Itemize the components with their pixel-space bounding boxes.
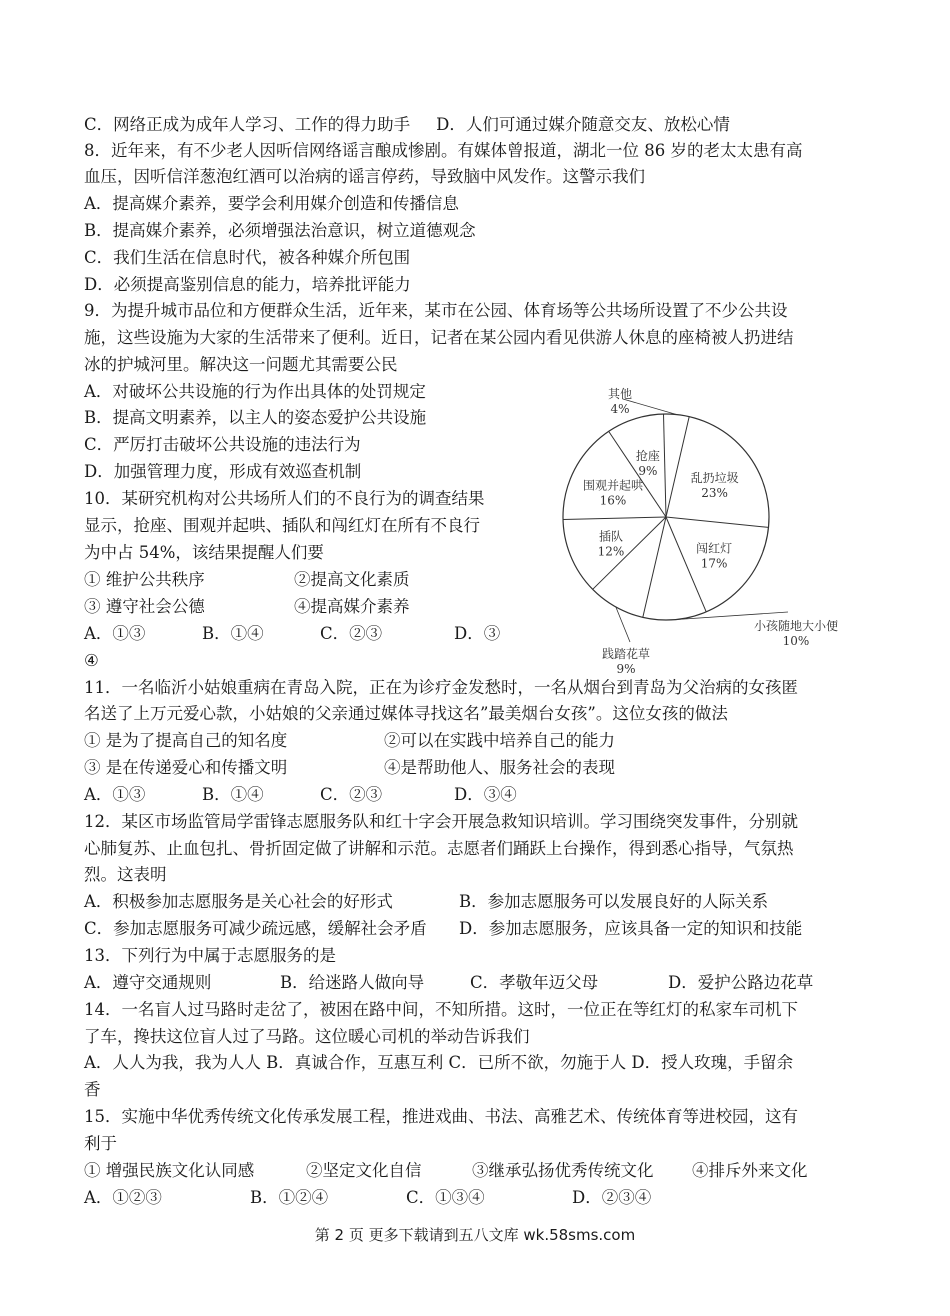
- q12-option-c: C．参加志愿服务可减少疏远感，缓解社会矛盾: [84, 919, 427, 938]
- q11-option-2: ②可以在实践中培养自己的能力: [384, 731, 615, 750]
- question-9-cont: 施，这些设施为大家的生活带来了便利。近日，记者在某公园内看见供游人休息的座椅被人扔进结: [84, 328, 794, 347]
- pie-slice-value: 9%: [638, 464, 658, 479]
- q9-option-c: C．严厉打击破坏公共设施的违法行为: [84, 435, 361, 454]
- q15-answer-c: C．①③④: [406, 1188, 485, 1207]
- option-line: [84, 112, 730, 138]
- pie-slice-value: 10%: [782, 634, 810, 648]
- q15-options: [84, 1158, 808, 1184]
- question-12-cont2: 烈。这表明: [84, 865, 167, 884]
- pie-slice-value: 17%: [700, 556, 728, 571]
- option-c: C．网络正成为成年人学习、工作的得力助手: [84, 115, 411, 134]
- pie-slice-label: 围观并起哄: [582, 478, 644, 493]
- q10-answer-a: A．①③: [84, 624, 146, 643]
- q11-answer-a: A．①③: [84, 785, 146, 804]
- question-13: 13．下列行为中属于志愿服务的是: [84, 946, 336, 965]
- question-14: 14．一名盲人过马路时走岔了，被困在路中间，不知所措。这时，一位正在等红灯的私家车司机下: [84, 1000, 798, 1019]
- pie-slice-label: 闯红灯: [696, 541, 733, 556]
- q15-option-2: ②坚定文化自信: [306, 1161, 422, 1180]
- q9-option-d: D．加强管理力度，形成有效巡查机制: [84, 462, 362, 481]
- question-11-cont: 名送了上万元爱心款，小姑娘的父亲通过媒体寻找这名”最美烟台女孩”。这位女孩的做法: [84, 704, 728, 723]
- q10-answers: [84, 621, 500, 647]
- q11-answer-b: B．①④: [202, 785, 264, 804]
- q8-option-a: A．提高媒介素养，要学会利用媒介创造和传播信息: [84, 194, 459, 213]
- q10-answer-d: D．③: [454, 624, 501, 643]
- question-9-cont2: 冰的护城河里。解决这一问题尤其需要公民: [84, 355, 398, 374]
- pie-slice-value: 12%: [597, 544, 625, 559]
- q8-option-d: D．必须提高鉴别信息的能力，培养批评能力: [84, 275, 411, 294]
- question-10-cont2: 为中占 54%，该结果提醒人们要: [84, 543, 324, 562]
- q13-answers: [84, 970, 813, 996]
- q15-option-1: ① 增强民族文化认同感: [84, 1161, 255, 1180]
- q12-options-row2: [84, 916, 802, 942]
- pie-slice-label: 插队: [598, 529, 624, 544]
- q12-options-row1: [84, 889, 768, 915]
- q11-options-row1: [84, 728, 615, 754]
- question-9: 9．为提升城市品位和方便群众生活，近年来，某市在公园、体育场等公共场所设置了不少公共设: [84, 301, 788, 320]
- question-12: 12．某区市场监管局学雷锋志愿服务队和红十字会开展急救知识培训。学习围绕突发事件，分别就: [84, 812, 798, 831]
- q11-options-row2: [84, 755, 615, 781]
- pie-slice-label: 其他: [607, 387, 633, 401]
- q13-answer-d: D．爱护公路边花草: [668, 973, 814, 992]
- q11-option-1: ① 是为了提高自己的知名度: [84, 731, 288, 750]
- pie-slice-label: 乱扔垃圾: [690, 471, 739, 486]
- question-11: 11．一名临沂小姑娘重病在青岛入院，正在为诊疗金发愁时，一名从烟台到青岛为父治病的女孩匿: [84, 678, 798, 697]
- q15-option-3: ③继承弘扬优秀传统文化: [472, 1161, 654, 1180]
- q11-option-3: ③ 是在传递爱心和传播文明: [84, 758, 288, 777]
- q8-option-b: B．提高媒介素养，必须增强法治意识，树立道德观念: [84, 221, 476, 240]
- q10-option-4: ④提高媒介素养: [294, 597, 410, 616]
- q13-answer-c: C．孝敬年迈父母: [470, 973, 599, 992]
- pie-slice-value: 16%: [599, 493, 627, 508]
- pie-chart: [548, 380, 839, 676]
- question-15-cont: 利于: [84, 1134, 117, 1153]
- q10-option-3: ③ 遵守社会公德: [84, 597, 205, 616]
- q12-option-a: A．积极参加志愿服务是关心社会的好形式: [84, 892, 393, 911]
- q9-option-a: A．对破坏公共设施的行为作出具体的处罚规定: [84, 382, 426, 401]
- q10-answer-b: B．①④: [202, 624, 264, 643]
- pie-slice-value: 4%: [610, 402, 630, 416]
- q15-option-4: ④排斥外来文化: [692, 1161, 808, 1180]
- question-10-cont: 显示，抢座、围观并起哄、插队和闯红灯在所有不良行: [84, 516, 480, 535]
- question-12-cont: 心肺复苏、止血包扎、骨折固定做了讲解和示范。志愿者们踊跃上台操作，得到悉心指导，气氛热: [84, 839, 794, 858]
- q14-answers-cont: 香: [84, 1080, 101, 1099]
- question-15: 15．实施中华优秀传统文化传承发展工程，推进戏曲、书法、高雅艺术、传统体育等进校园，这有: [84, 1107, 798, 1126]
- q12-option-b: B．参加志愿服务可以发展良好的人际关系: [459, 892, 769, 911]
- q13-answer-a: A．遵守交通规则: [84, 973, 212, 992]
- question-8-cont: 血压，因听信洋葱泡红酒可以治病的谣言停药，导致脑中风发作。这警示我们: [84, 167, 645, 186]
- option-d: D．人们可通过媒介随意交友、放松心情: [436, 115, 730, 134]
- q10-answer-c: C．②③: [320, 624, 383, 643]
- q14-answers: A．人人为我，我为人人 B．真诚合作，互惠互利 C．已所不欲，勿施于人 D．授人玫瑰，手留余: [84, 1053, 794, 1072]
- q10-options-row1: [84, 567, 410, 593]
- q10-option-1: ① 维护公共秩序: [84, 570, 205, 589]
- pie-slice-label: 小孩随地大小便: [753, 619, 839, 633]
- q11-answer-d: D．③④: [454, 785, 517, 804]
- q15-answer-b: B．①②④: [250, 1188, 329, 1207]
- q11-option-4: ④是帮助他人、服务社会的表现: [384, 758, 615, 777]
- q12-option-d: D．参加志愿服务，应该具备一定的知识和技能: [459, 919, 803, 938]
- pie-slice-label: 践踏花草: [601, 647, 651, 661]
- question-10: 10．某研究机构对公共场所人们的不良行为的调查结果: [84, 489, 485, 508]
- q9-option-b: B．提高文明素养，以主人的姿态爱护公共设施: [84, 408, 427, 427]
- q10-answer-cont: ④: [84, 651, 99, 670]
- q10-options-row2: [84, 594, 410, 620]
- q8-option-c: C．我们生活在信息时代，被各种媒介所包围: [84, 248, 411, 267]
- q15-answer-a: A．①②③: [84, 1188, 162, 1207]
- page-footer: 第 2 页 更多下载请到五八文库 wk.58sms.com: [314, 1226, 636, 1244]
- pie-slice-label: 抢座: [635, 449, 660, 464]
- q15-answers: [84, 1185, 651, 1211]
- pie-slice-value: 9%: [616, 662, 636, 676]
- pie-leader-line: [623, 399, 676, 415]
- q13-answer-b: B．给迷路人做向导: [280, 973, 425, 992]
- question-14-cont: 了车，搀扶这位盲人过了马路。这位暖心司机的举动告诉我们: [84, 1027, 530, 1046]
- q11-answers: [84, 782, 517, 808]
- pie-slice-value: 23%: [701, 486, 728, 501]
- q10-option-2: ②提高文化素质: [294, 570, 410, 589]
- q11-answer-c: C．②③: [320, 785, 383, 804]
- q15-answer-d: D．②③④: [572, 1188, 652, 1207]
- question-8: 8．近年来，有不少老人因听信网络谣言酿成惨剧。有媒体曾报道，湖北一位 86 岁的老太太患有高: [84, 141, 803, 160]
